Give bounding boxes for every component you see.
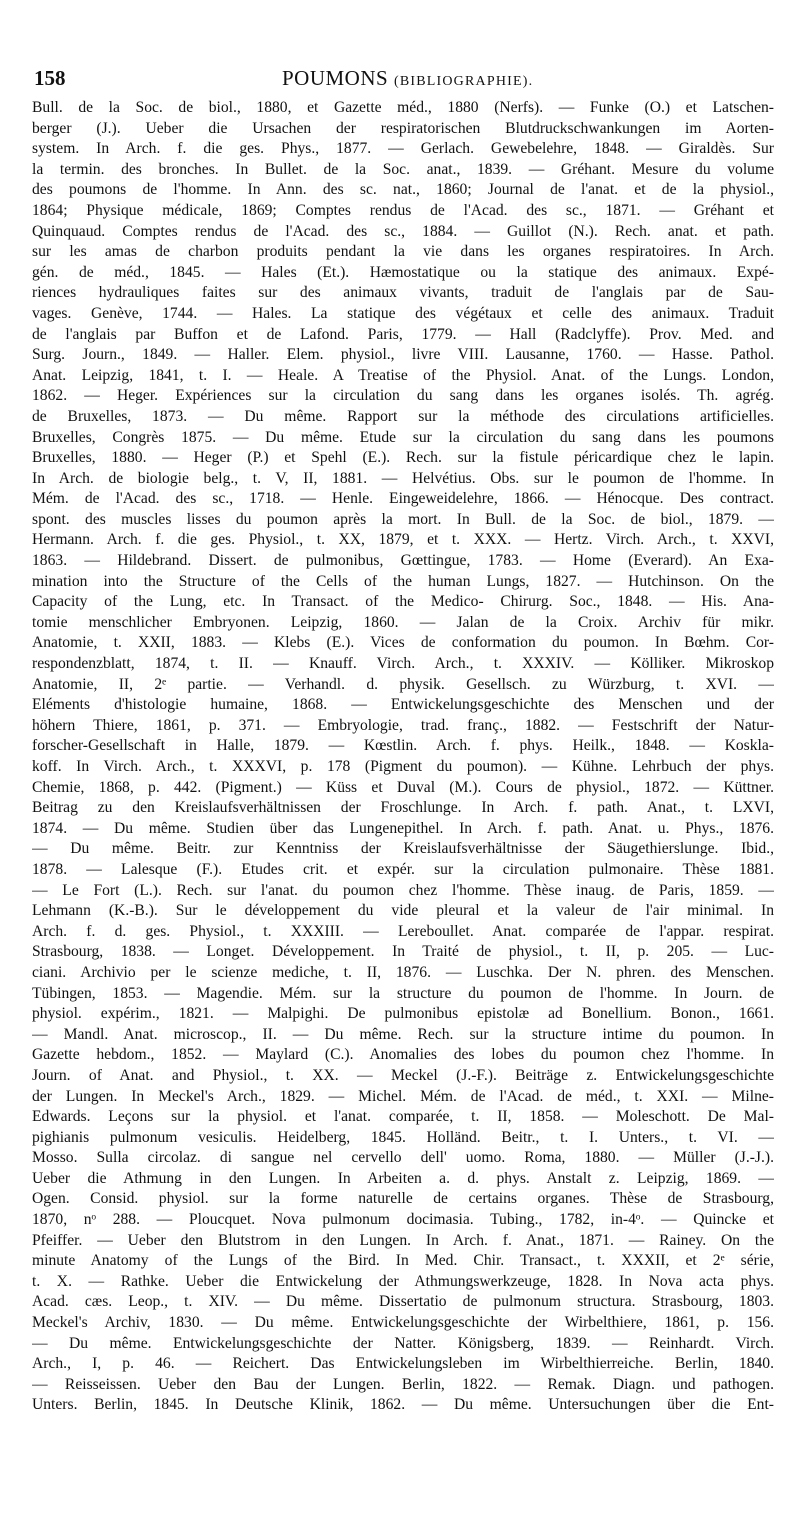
text-line: Anat. Leipzig, 1841, t. I. — Heale. A Treatise of the Physiol. Anat. of the Lungs. London,	[32, 366, 774, 384]
running-head-title: POUMONS	[282, 66, 389, 90]
text-line: Beitrag zu den Kreislaufsverhältnissen der Froschlunge. In Arch. f. path. Anat., t. LXVI,	[32, 799, 774, 817]
bibliography-text	[32, 98, 774, 1416]
text-line: höhern Thiere, 1861, p. 371. — Embryologie, trad. franç., 1882. — Festschrift der Natur-	[32, 716, 774, 734]
text-line: system. In Arch. f. die ges. Phys., 1877. — Gerlach. Gewebelehre, 1848. — Giraldès. Sur	[32, 140, 774, 158]
text-line: — Du même. Entwickelungsgeschichte der Natter. Königsberg, 1839. — Reinhardt. Virch.	[32, 1334, 774, 1352]
text-line: Bruxelles, Congrès 1875. — Du même. Etude sur la circulation du sang dans les poumons	[32, 428, 774, 446]
text-line: Chemie, 1868, p. 442. (Pigment.) — Küss et Duval (M.). Cours de physiol., 1872. — Küttner.	[32, 778, 774, 796]
text-line: koff. In Virch. Arch., t. XXXVI, p. 178 (Pigment du poumon). — Kühne. Lehrbuch der phys.	[32, 758, 774, 775]
text-line: Bull. de la Soc. de biol., 1880, et Gazette méd., 1880 (Nerfs). — Funke (O.) et Latschen-	[32, 99, 774, 116]
text-line: riences hydrauliques faites sur des animaux vivants, traduit de l'anglais par de Sau-	[32, 284, 774, 302]
text-line: Surg. Journ., 1849. — Haller. Elem. physiol., livre VIII. Lausanne, 1760. — Hasse. Pathol.	[32, 346, 774, 364]
text-line: In Arch. de biologie belg., t. V, II, 1881. — Helvétius. Obs. sur le poumon de l'homme. In	[32, 469, 774, 487]
text-line: berger (J.). Ueber die Ursachen der respiratorischen Blutdruckschwankungen im Aorten-	[32, 119, 774, 137]
text-line: de Bruxelles, 1873. — Du même. Rapport sur la méthode des circulations artificielles.	[32, 407, 774, 425]
text-line: vages. Genève, 1744. — Hales. La statique des végétaux et celle des animaux. Traduit	[32, 304, 774, 322]
page-number: 158	[34, 66, 66, 90]
text-line: Mém. de l'Acad. des sc., 1718. — Henle. Eingeweidelehre, 1866. — Hénocque. Des contract.	[32, 490, 774, 508]
text-line: physiol. expérim., 1821. — Malpighi. De pulmonibus epistolæ ad Bonellium. Bonon., 1661.	[32, 1005, 774, 1023]
text-line: Eléments d'histologie humaine, 1868. — Entwickelungsgeschichte des Menschen und der	[32, 696, 774, 714]
text-line: sur les amas de charbon produits pendant la vie dans les organes respiratoires. In Arch.	[32, 243, 774, 261]
text-line: 1870, nᵒ 288. — Ploucquet. Nova pulmonum docimasia. Tubing., 1782, in-4ᵒ. — Quincke et	[32, 1211, 774, 1229]
text-line: t. X. — Rathke. Ueber die Entwickelung der Athmungswerkzeuge, 1828. In Nova acta phys.	[32, 1272, 774, 1290]
text-line: la termin. des bronches. In Bullet. de la Soc. anat., 1839. — Gréhant. Mesure du volume	[32, 160, 774, 178]
text-line: spont. des muscles lisses du poumon après la mort. In Bull. de la Soc. de biol., 1879. —	[32, 510, 774, 528]
text-line: — Le Fort (L.). Rech. sur l'anat. du poumon chez l'homme. Thèse inaug. de Paris, 1859. —	[32, 881, 774, 899]
text-line: de l'anglais par Buffon et de Lafond. Paris, 1779. — Hall (Radclyffe). Prov. Med. and	[32, 325, 774, 343]
text-line: 1878. — Lalesque (F.). Etudes crit. et expér. sur la circulation pulmonaire. Thèse 1881.	[32, 860, 774, 878]
text-line: pighianis pulmonum vesiculis. Heidelberg, 1845. Holländ. Beitr., t. I. Unters., t. VI. —	[32, 1128, 774, 1146]
running-head-subtitle: (BIBLIOGRAPHIE).	[393, 74, 534, 89]
page-header	[34, 66, 774, 90]
text-line: Unters. Berlin, 1845. In Deutsche Klinik, 1862. — Du même. Untersuchungen über die Ent-	[32, 1396, 774, 1414]
text-line: 1864; Physique médicale, 1869; Comptes rendus de l'Acad. des sc., 1871. — Gréhant et	[32, 201, 774, 219]
text-line: Hermann. Arch. f. die ges. Physiol., t. XX, 1879, et t. XXX. — Hertz. Virch. Arch., t. XXVI,	[32, 531, 774, 549]
text-line: 1874. — Du même. Studien über das Lungenepithel. In Arch. f. path. Anat. u. Phys., 1876.	[32, 819, 774, 837]
text-line: — Reisseissen. Ueber den Bau der Lungen. Berlin, 1822. — Remak. Diagn. und pathogen.	[32, 1375, 774, 1393]
text-line: Edwards. Leçons sur la physiol. et l'anat. comparée, t. II, 1858. — Moleschott. De Mal-	[32, 1108, 774, 1126]
text-line: ciani. Archivio per le scienze mediche, t. II, 1876. — Luschka. Der N. phren. des Menschen.	[32, 963, 774, 981]
text-line: Strasbourg, 1838. — Longet. Développement. In Traité de physiol., t. II, p. 205. — Luc-	[32, 943, 774, 961]
text-line: Pfeiffer. — Ueber den Blutstrom in den Lungen. In Arch. f. Anat., 1871. — Rainey. On the	[32, 1231, 774, 1249]
text-line: Quinquaud. Comptes rendus de l'Acad. des sc., 1884. — Guillot (N.). Rech. anat. et path.	[32, 222, 774, 240]
text-line: des poumons de l'homme. In Ann. des sc. nat., 1860; Journal de l'anat. et de la physiol.,	[32, 181, 774, 199]
text-line: Mosso. Sulla circolaz. di sangue nel cervello dell' uomo. Roma, 1880. — Müller (J.-J.).	[32, 1149, 774, 1167]
text-line: respondenzblatt, 1874, t. II. — Knauff. Virch. Arch., t. XXXIV. — Kölliker. Mikroskop	[32, 655, 774, 673]
text-line: Arch. f. d. ges. Physiol., t. XXXIII. — Lereboullet. Anat. comparée de l'appar. respirat.	[32, 922, 774, 940]
text-line: Anatomie, t. XXII, 1883. — Klebs (E.). Vices de conformation du poumon. In Bœhm. Cor-	[32, 634, 774, 652]
text-line: minute Anatomy of the Lungs of the Bird. In Med. Chir. Transact., t. XXXII, et 2ᵉ série,	[32, 1252, 774, 1270]
text-line: Lehmann (K.-B.). Sur le développement du vide pleural et la valeur de l'air minimal. In	[32, 902, 774, 920]
text-line: — Du même. Beitr. zur Kenntniss der Kreislaufsverhältnisse der Säugethierslunge. Ibid.,	[32, 840, 774, 858]
text-line: Bruxelles, 1880. — Heger (P.) et Spehl (E.). Rech. sur la fistule péricardique chez le lapin.	[32, 449, 774, 467]
text-line: Acad. cæs. Leop., t. XIV. — Du même. Dissertatio de pulmonum structura. Strasbourg, 1803.	[32, 1293, 774, 1311]
text-line: Gazette hebdom., 1852. — Maylard (C.). Anomalies des lobes du poumon chez l'homme. In	[32, 1046, 774, 1064]
text-line: Journ. of Anat. and Physiol., t. XX. — Meckel (J.-F.). Beiträge z. Entwickelungsgeschichte	[32, 1066, 774, 1084]
text-line: 1863. — Hildebrand. Dissert. de pulmonibus, Gœttingue, 1783. — Home (Everard). An Exa-	[32, 552, 774, 570]
text-line: Tübingen, 1853. — Magendie. Mém. sur la structure du poumon de l'homme. In Journ. de	[32, 984, 774, 1002]
text-line: Ogen. Consid. physiol. sur la forme naturelle de certains organes. Thèse de Strasbourg,	[32, 1190, 774, 1208]
text-line: tomie menschlicher Embryonen. Leipzig, 1860. — Jalan de la Croix. Archiv für mikr.	[32, 613, 774, 631]
running-head	[282, 66, 533, 91]
text-line: mination into the Structure of the Cells of the human Lungs, 1827. — Hutchinson. On the	[32, 572, 774, 590]
text-line: — Mandl. Anat. microscop., II. — Du même. Rech. sur la structure intime du poumon. In	[32, 1025, 774, 1043]
text-line: Arch., I, p. 46. — Reichert. Das Entwickelungsleben im Wirbelthierreiche. Berlin, 1840.	[32, 1355, 774, 1373]
text-line: Anatomie, II, 2ᵉ partie. — Verhandl. d. physik. Gesellsch. zu Würzburg, t. XVI. —	[32, 675, 774, 693]
text-line: Meckel's Archiv, 1830. — Du même. Entwickelungsgeschichte der Wirbelthiere, 1861, p. 156.	[32, 1314, 774, 1332]
text-line: der Lungen. In Meckel's Arch., 1829. — Michel. Mém. de l'Acad. de méd., t. XXI. — Milne-	[32, 1087, 774, 1105]
text-line: gén. de méd., 1845. — Hales (Et.). Hæmostatique ou la statique des animaux. Expé-	[32, 263, 774, 281]
text-line: 1862. — Heger. Expériences sur la circulation du sang dans les organes isolés. Th. agrég.	[32, 387, 774, 405]
text-line: Ueber die Athmung in den Lungen. In Arbeiten a. d. phys. Anstalt z. Leipzig, 1869. —	[32, 1169, 774, 1187]
text-line: forscher-Gesellschaft in Halle, 1879. — Kœstlin. Arch. f. phys. Heilk., 1848. — Koskla-	[32, 737, 774, 755]
text-line: Capacity of the Lung, etc. In Transact. of the Medico- Chirurg. Soc., 1848. — His. Ana-	[32, 593, 774, 611]
